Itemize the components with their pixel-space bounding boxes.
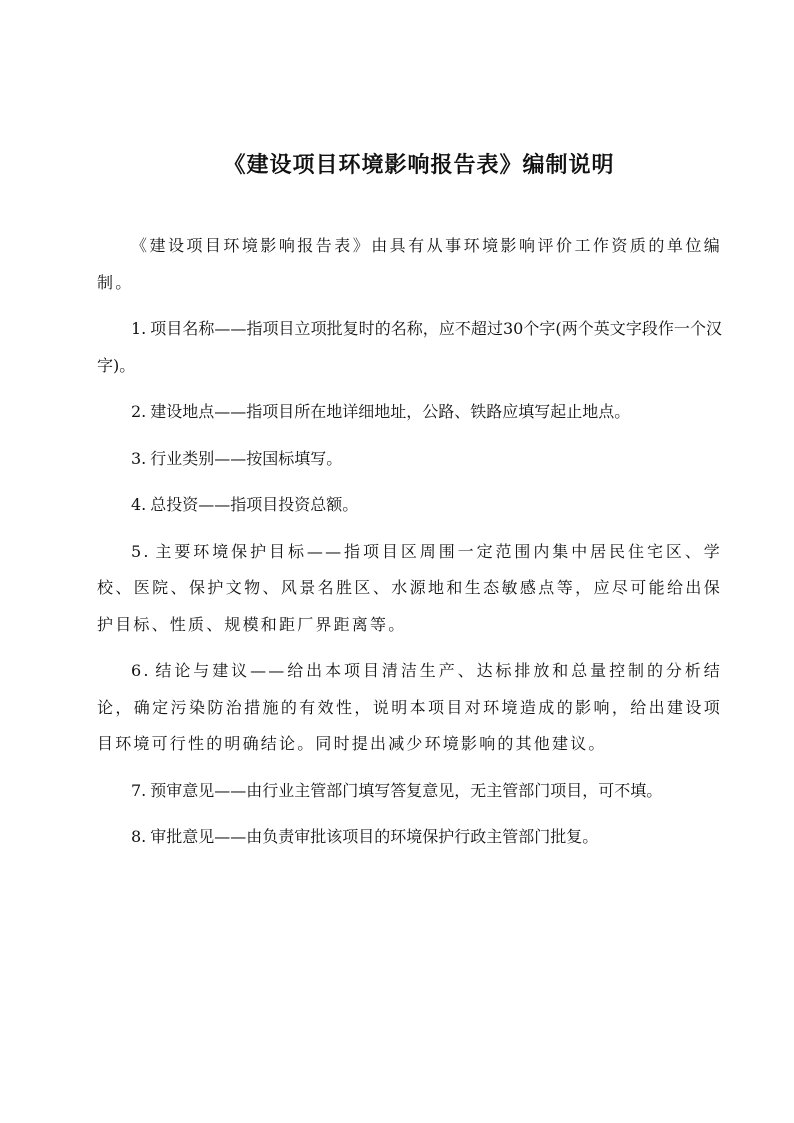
item-2-number: 2. [131, 402, 147, 421]
item-7-text: 预审意见——由行业主管部门填写答复意见，无主管部门项目，可不填。 [150, 780, 663, 800]
item-1-number: 1. [131, 319, 147, 338]
item-3 [97, 441, 722, 478]
intro-paragraph: 《建设项目环境影响报告表》由具有从事环境影响评价工作资质的单位编制。 [97, 236, 722, 292]
item-5-number: 5. [131, 541, 151, 561]
item-5-text: 主要环境保护目标——指项目区周围一定范围内集中居民住宅区、学校、医院、保护文物、风景名胜区、水源地和生态敏感点等，应尽可能给出保护目标、性质、规模和距厂界距离等。 [97, 541, 722, 634]
item-2 [97, 394, 722, 431]
item-6-text: 结论与建议——给出本项目清洁生产、达标排放和总量控制的分析结论，确定污染防治措施的有效性，说明本项目对环境造成的影响，给出建设项目环境可行性的明确结论。同时提出减少环境影响的其他建议。 [97, 661, 722, 753]
document-body [97, 228, 722, 866]
item-6 [97, 653, 722, 763]
item-4 [97, 487, 722, 524]
item-3-text: 行业类别——按国标填写。 [150, 448, 343, 468]
item-1 [97, 311, 722, 384]
item-5 [97, 534, 722, 644]
item-4-number: 4. [131, 495, 147, 514]
document-title: 《建设项目环境影响报告表》编制说明 [223, 152, 615, 178]
item-6-number: 6. [131, 661, 151, 680]
item-1-text: 项目名称——指项目立项批复时的名称，应不超过30个字(两个英文字段作一个汉字)。 [97, 319, 722, 375]
item-7 [97, 773, 722, 810]
item-8-text: 审批意见——由负责审批该项目的环境保护行政主管部门批复。 [150, 827, 599, 846]
item-8 [97, 819, 722, 856]
item-7-number: 7. [131, 780, 147, 800]
item-8-number: 8. [131, 827, 147, 846]
item-4-text: 总投资——指项目投资总额。 [150, 495, 359, 514]
item-2-text: 建设地点——指项目所在地详细地址，公路、铁路应填写起止地点。 [150, 402, 631, 421]
item-3-number: 3. [131, 448, 147, 468]
